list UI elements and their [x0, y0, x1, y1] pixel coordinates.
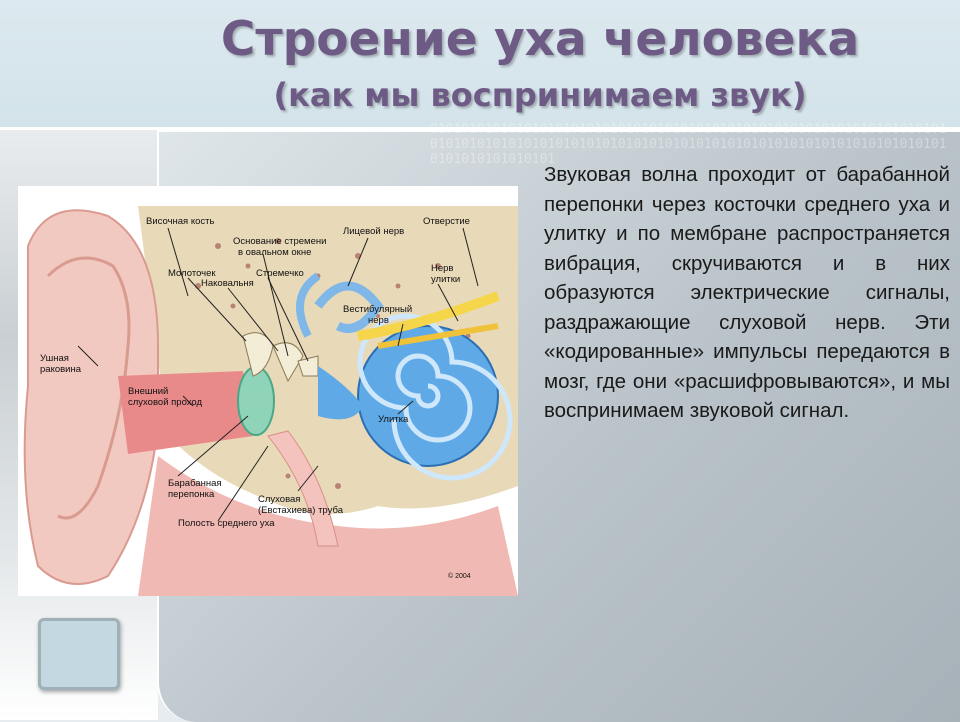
- label-incus: Наковальня: [201, 278, 254, 289]
- label-stapes-base-2: в овальном окне: [238, 247, 312, 258]
- label-ext-canal-2: слуховой проход: [128, 397, 203, 408]
- label-eardrum-1: Барабанная: [168, 478, 222, 489]
- label-eardrum-2: перепонка: [168, 489, 215, 500]
- label-cochlear-nerve-1: Нерв: [431, 263, 454, 274]
- label-vestibular-nerve-2: нерв: [368, 315, 389, 326]
- label-cochlea: Улитка: [378, 414, 409, 425]
- label-stapes: Стремечко: [256, 268, 304, 279]
- slide-subtitle: (как мы воспринимаем звук): [273, 76, 807, 114]
- decor-square: [38, 618, 120, 690]
- label-facial-nerve: Лицевой нерв: [343, 226, 405, 237]
- label-auricle-1: Ушная: [40, 353, 69, 364]
- label-copyright: © 2004: [448, 573, 471, 580]
- label-tube-1: Слуховая: [258, 494, 301, 505]
- label-tube-2: (Евстахиева) труба: [258, 505, 343, 516]
- label-cochlear-nerve-2: улитки: [431, 274, 461, 285]
- label-ext-canal-1: Внешний: [128, 386, 169, 397]
- label-stapes-base-1: Основание стремени: [233, 236, 327, 247]
- label-middle-ear: Полость среднего уха: [178, 518, 275, 529]
- slide-title: Строение уха человека: [220, 12, 860, 67]
- label-temporal-bone: Височная кость: [146, 216, 215, 227]
- label-opening: Отверстие: [423, 216, 470, 227]
- label-auricle-2: раковина: [40, 364, 81, 375]
- explanation-paragraph: Звуковая волна проходит от барабанной перепонки через косточки среднего уха и улитку и по мембране распространяется вибрация, скручиваются и в них образуются электрические сигналы, раздражающие слуховой нерв. Эти «кодированные» импульсы передаются в мозг, где они «расшифровываются», и мы воспринимаем звуковой сигнал.: [544, 163, 950, 422]
- eardrum-shape: [238, 367, 274, 435]
- label-malleus: Молоточек: [168, 268, 216, 279]
- label-vestibular-nerve-1: Вестибулярный: [343, 304, 413, 315]
- ear-diagram: [18, 186, 518, 596]
- ear-anatomy-figure: [18, 186, 518, 596]
- binary-pattern-decor: 0101010101010101010101010101010101010101010101010101010101010101010101010101010101010101010101010101010101010101010101010101010101010101010101010101: [430, 122, 947, 167]
